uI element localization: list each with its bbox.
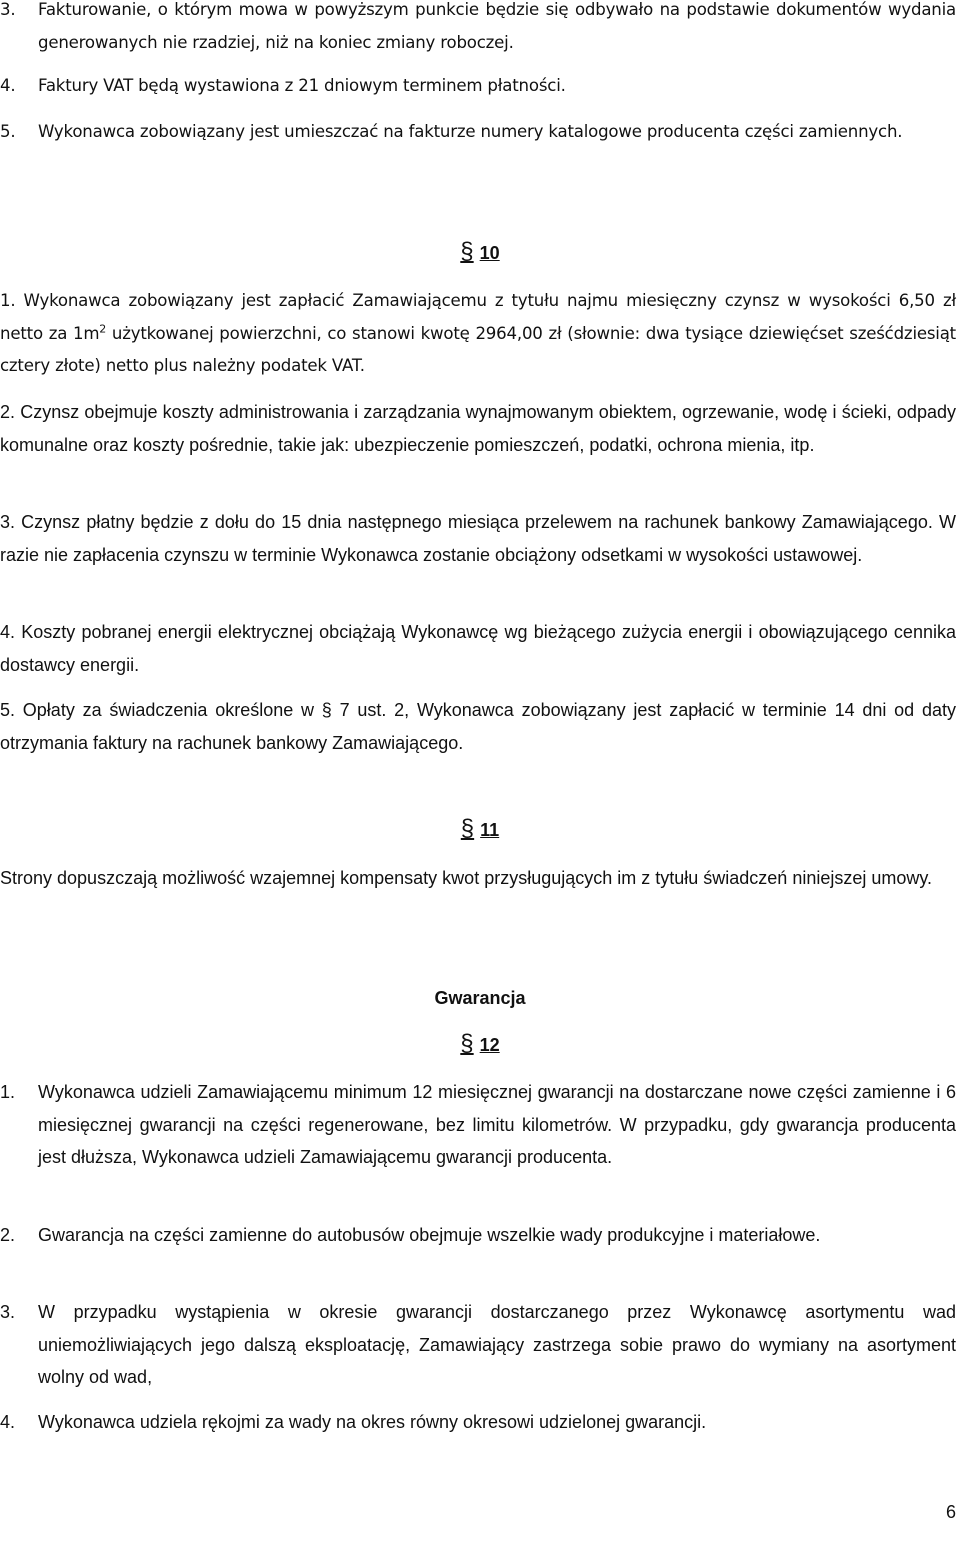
section-number: 11 (480, 820, 500, 840)
section-symbol: § (460, 1030, 474, 1057)
item-number: 5. (0, 122, 16, 141)
section-title-gwarancja: Gwarancja (434, 988, 526, 1008)
item-text: Gwarancja na części zamienne do autobusów obejmuje wszelkie wady produkcyjne i materiałowe. (38, 1225, 821, 1245)
section-12-item-3 (0, 1296, 956, 1394)
item-text: Wykonawca zobowiązany jest umieszczać na fakturze numery katalogowe producenta części zamiennych. (38, 122, 903, 141)
item-text: Koszty pobranej energii elektrycznej obciążają Wykonawcę wg bieżącego zużycia energii i obowiązującego cennika dostawcy energii. (0, 622, 956, 675)
section-heading-11 (0, 815, 960, 843)
section-heading-10 (0, 238, 960, 266)
item-text: Wykonawca udziela rękojmi za wady na okres równy okresowi udzielonej gwarancji. (38, 1412, 707, 1432)
item-text: Fakturowanie, o którym mowa w powyższym punkcie będzie się odbywało na podstawie dokumentów wydania generowanych nie rzadziej, niż na koniec zmiany roboczej. (38, 0, 956, 52)
item-text: W przypadku wystąpienia w okresie gwarancji dostarczanego przez Wykonawcę asortymentu wad uniemożliwiających jego dalszą eksploatację, Zamawiający zastrzega sobie prawo do wymiany na asortyment wolny od wad, (38, 1302, 956, 1387)
section-12-item-2 (0, 1219, 956, 1252)
section-10-item-4 (0, 616, 956, 681)
item-number: 3. (0, 0, 16, 19)
superscript: 2 (99, 321, 107, 335)
section-11-text: Strony dopuszczają możliwość wzajemnej kompensaty kwot przysługujących im z tytułu świadczeń niniejszej umowy. (0, 868, 933, 888)
item-text: Czynsz płatny będzie z dołu do 15 dnia następnego miesiąca przelewem na rachunek bankowy Zamawiającego. W razie nie zapłacenia czynszu w terminie Wykonawca zostanie obciążony odsetkami w wysokości ustawowej. (0, 512, 956, 565)
item-number: 2. (0, 402, 16, 422)
section-number: 10 (479, 243, 500, 263)
item-text-after: użytkowanej powierzchni, co stanowi kwotę 2964,00 zł (słownie: dwa tysiące dziewięćset sześćdziesiąt cztery złote) netto plus należny podatek VAT. (0, 323, 956, 375)
item-text: Wykonawca udzieli Zamawiającemu minimum 12 miesięcznej gwarancji na dostarczane nowe części zamienne i 6 miesięcznej gwarancji na części regenerowane, bez limitu kilometrów. W przypadku, gdy gwarancja producenta jest dłuższa, Wykonawca udzieli Zamawiającemu gwarancji producenta. (38, 1082, 956, 1167)
section-symbol: § (460, 815, 475, 842)
section-10-item-2 (0, 396, 956, 461)
item-text-before: Wykonawca zobowiązany jest zapłacić Zamawiającemu z tytułu najmu miesięczny czynsz w wysokości 6,50 zł netto za 1m (0, 291, 957, 343)
item-number: 3. (0, 1302, 16, 1322)
item-number: 4. (0, 76, 16, 95)
section-12-item-1 (0, 1076, 956, 1174)
item-number: 5. (0, 700, 16, 720)
item-number: 1. (0, 1082, 16, 1102)
item-text: Czynsz obejmuje koszty administrowania i zarządzania wynajmowanym obiektem, ogrzewanie, wodę i ścieki, odpady komunalne oraz koszty pośrednie, takie jak: ubezpieczenie pomieszczeń, podatki, ochrona mienia, itp. (0, 402, 956, 455)
item-number: 4. (0, 1412, 16, 1432)
section-12-item-4 (0, 1406, 956, 1439)
section-number: 12 (479, 1035, 500, 1055)
item-text: Opłaty za świadczenia określone w § 7 ust. 2, Wykonawca zobowiązany jest zapłacić w terminie 14 dni od daty otrzymania faktury na rachunek bankowy Zamawiającego. (0, 700, 956, 753)
item-text: Faktury VAT będą wystawiona z 21 dniowym terminem płatności. (38, 76, 566, 95)
section-10-item-5 (0, 694, 956, 759)
item-number: 3. (0, 512, 16, 532)
list-item (0, 116, 956, 149)
list-item (0, 70, 956, 103)
page-number: 6 (945, 1502, 956, 1522)
item-number: 1. (0, 291, 16, 310)
section-symbol: § (460, 238, 474, 265)
item-number: 2. (0, 1225, 16, 1245)
section-10-item-3 (0, 506, 956, 571)
item-number: 4. (0, 622, 16, 642)
section-10-item-1 (0, 285, 956, 383)
list-item (0, 0, 956, 59)
section-heading-12 (0, 1030, 960, 1058)
